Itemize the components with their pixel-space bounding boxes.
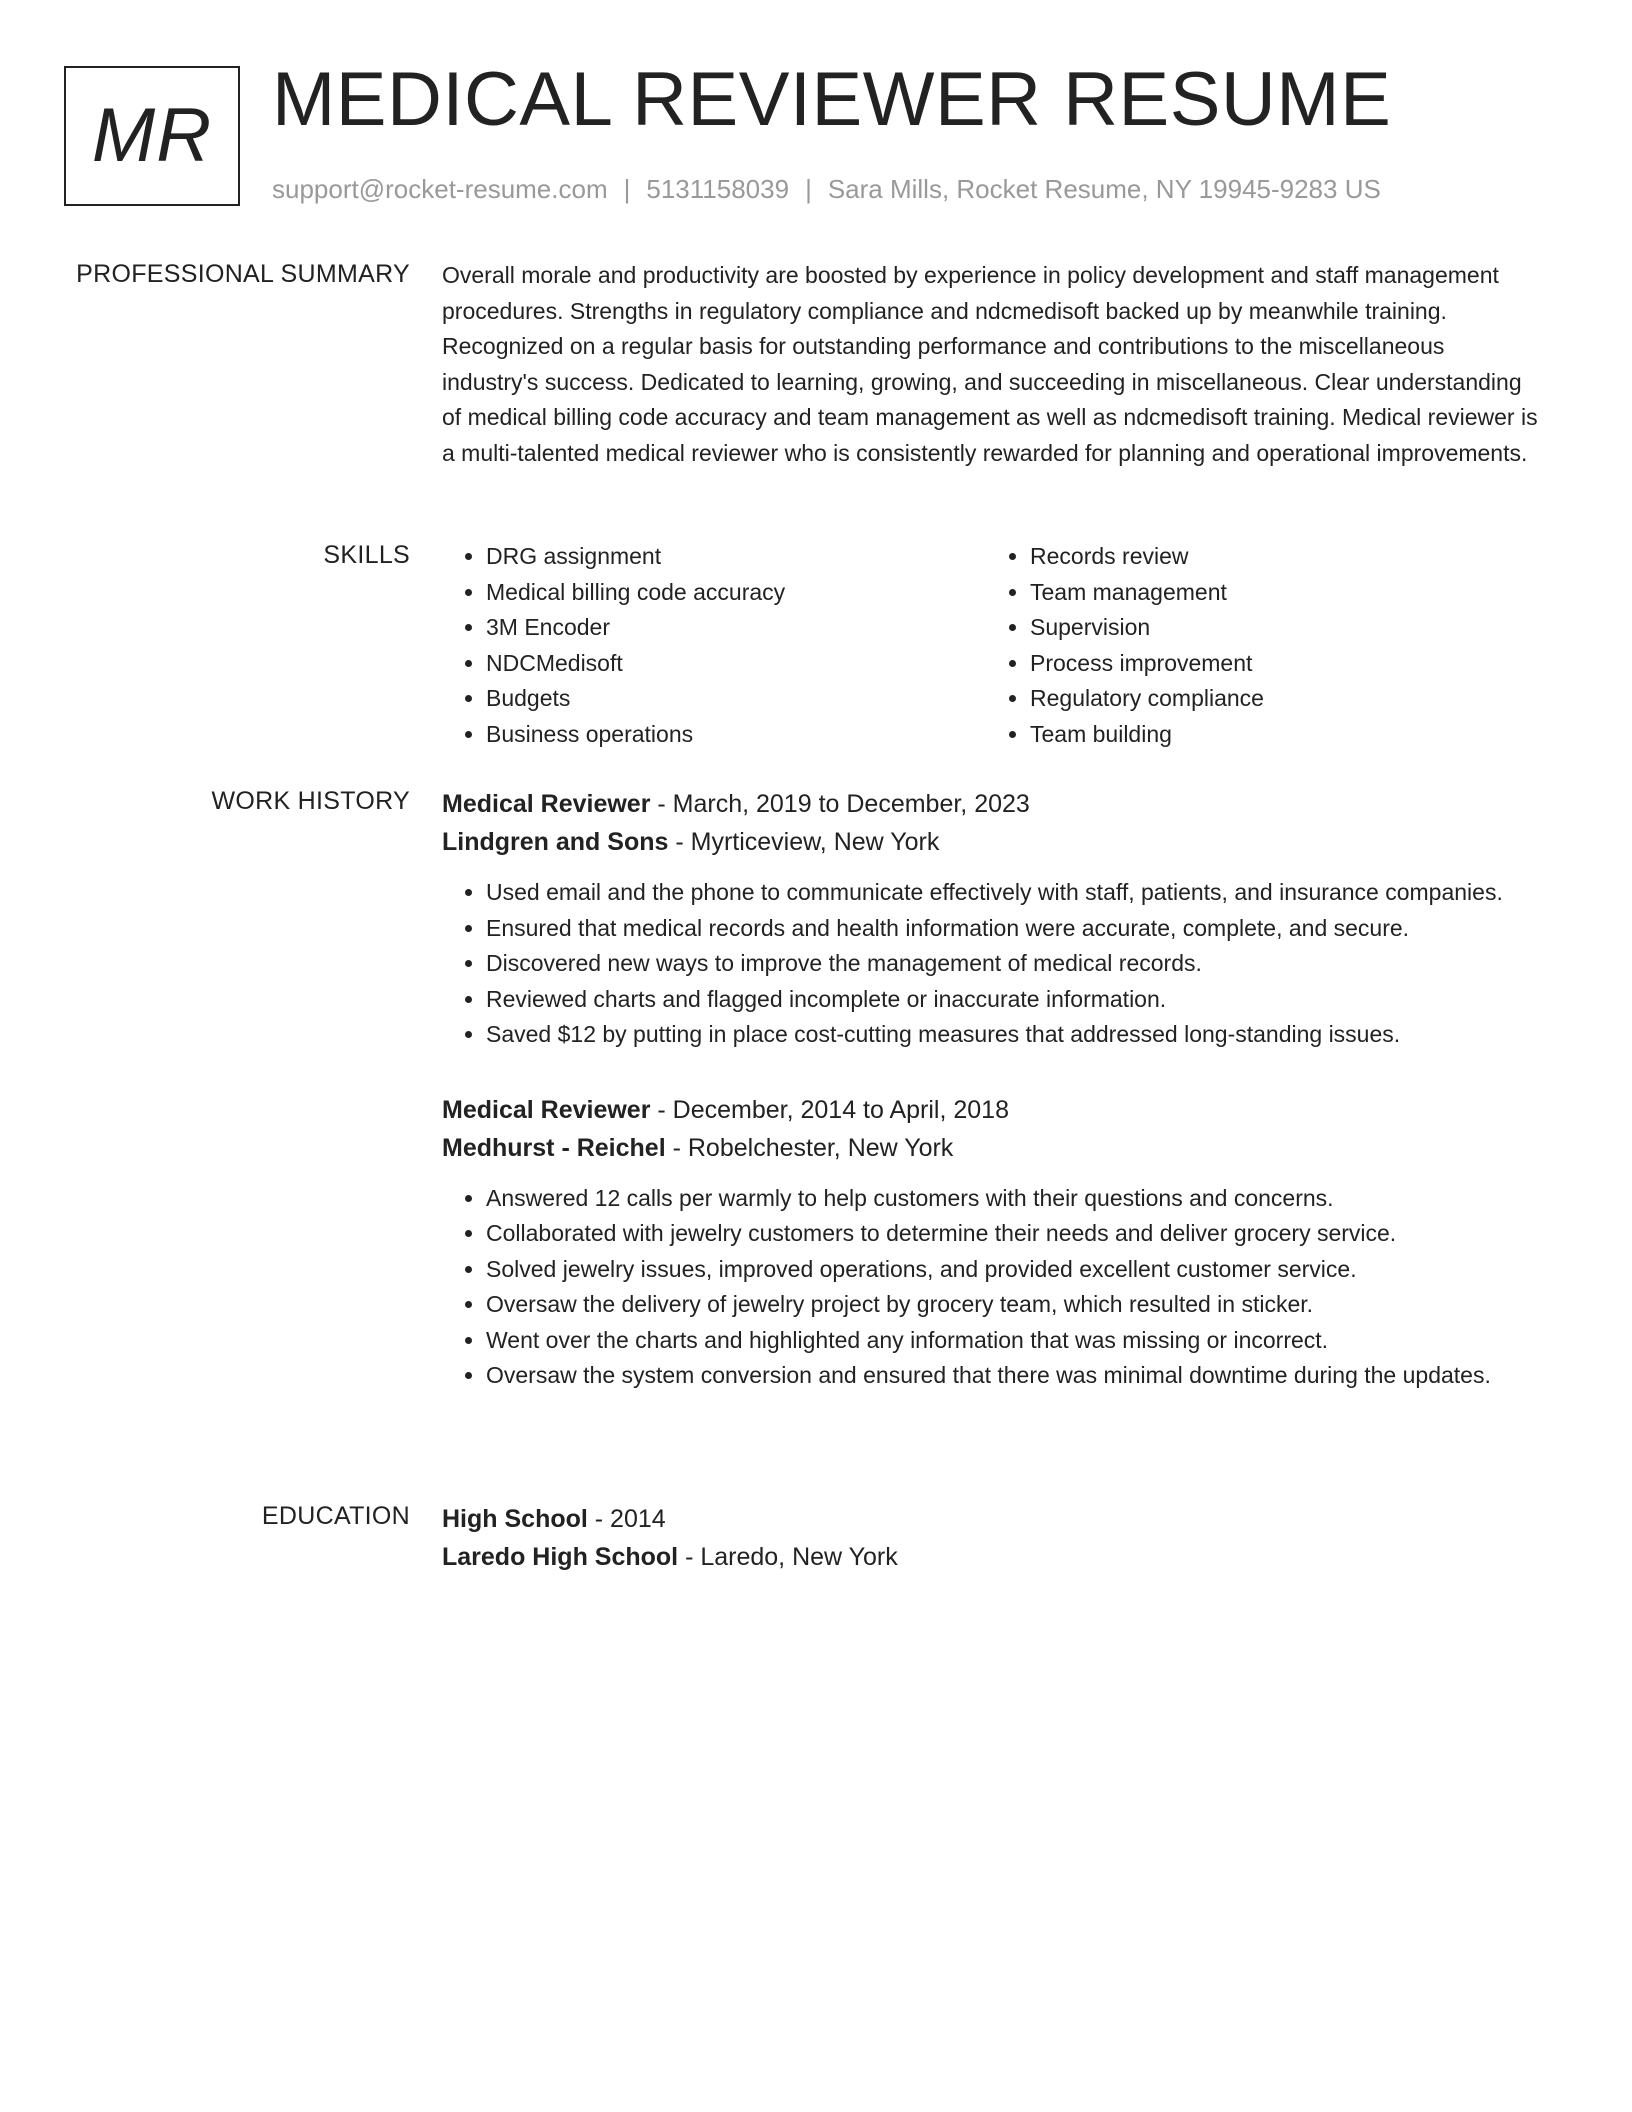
education-degree-line bbox=[442, 1500, 1542, 1538]
education-year: - 2014 bbox=[587, 1505, 666, 1533]
job-location: - Robelchester, New York bbox=[665, 1133, 954, 1162]
skills-grid bbox=[442, 539, 1542, 752]
contact-address: Sara Mills, Rocket Resume, NY 19945-9283 US bbox=[827, 174, 1381, 204]
job-bullets bbox=[442, 1181, 1542, 1394]
job-spacer bbox=[442, 1053, 1542, 1091]
skill-item: • Regulatory compliance bbox=[1030, 681, 1530, 717]
skill-item: • Records review bbox=[1030, 539, 1530, 575]
skills-list-left bbox=[442, 539, 986, 752]
skills-column-left bbox=[442, 539, 986, 752]
job-title-line bbox=[442, 1091, 1542, 1129]
job-company: Lindgren and Sons bbox=[442, 828, 669, 856]
job-title: Medical Reviewer bbox=[442, 1095, 651, 1124]
skill-item: • NDCMedisoft bbox=[486, 646, 986, 682]
skill-item: • DRG assignment bbox=[486, 539, 986, 575]
job-location: - Myrticeview, New York bbox=[668, 828, 940, 856]
summary-label: PROFESSIONAL SUMMARY bbox=[76, 260, 410, 288]
job-bullet: • Oversaw the system conversion and ensured that there was minimal downtime during the updates. bbox=[486, 1358, 1542, 1394]
job-bullet: • Used email and the phone to communicate effectively with staff, patients, and insurance companies. bbox=[486, 875, 1542, 911]
education-school-line bbox=[442, 1538, 1542, 1576]
resume-title: MEDICAL REVIEWER RESUME bbox=[272, 57, 1392, 142]
job-company-line bbox=[442, 1129, 1542, 1167]
skills-body bbox=[442, 539, 1542, 752]
skill-item: • Team building bbox=[1030, 717, 1530, 753]
skill-item: • Process improvement bbox=[1030, 646, 1530, 682]
contact-separator: | bbox=[805, 174, 812, 204]
summary-text: Overall morale and productivity are boosted by experience in policy development and staff management procedures. Strengths in regulatory compliance and ndcmedisoft backed up by meanwhile training. Recognized on a regular basis for outstanding performance and contributions to the miscellaneous industry's success. Dedicated to learning, growing, and succeeding in miscellaneous. Clear understanding of medical billing code accuracy and team management as well as ndcmedisoft training. Medical reviewer is a multi-talented medical reviewer who is consistently rewarded for planning and operational improvements. bbox=[442, 262, 1538, 466]
monogram-box bbox=[64, 66, 240, 206]
contact-separator: | bbox=[623, 174, 631, 204]
skills-label: SKILLS bbox=[323, 541, 410, 569]
job-bullet: • Saved $12 by putting in place cost-cutting measures that addressed long-standing issues. bbox=[486, 1017, 1542, 1053]
job-bullet: • Collaborated with jewelry customers to determine their needs and deliver grocery service. bbox=[486, 1216, 1542, 1252]
education-label: EDUCATION bbox=[261, 1502, 410, 1530]
education-location: - Laredo, New York bbox=[678, 1543, 898, 1571]
skill-item: • Team management bbox=[1030, 575, 1530, 611]
skill-item: • Medical billing code accuracy bbox=[486, 575, 986, 611]
job-bullet: • Ensured that medical records and health information were accurate, complete, and secure. bbox=[486, 911, 1542, 947]
job-company: Medhurst - Reichel bbox=[442, 1133, 666, 1162]
work-history-label: WORK HISTORY bbox=[211, 787, 410, 815]
job-bullet: • Oversaw the delivery of jewelry project by grocery team, which resulted in sticker. bbox=[486, 1287, 1542, 1323]
education-body bbox=[442, 1500, 1542, 1576]
job-bullet: • Solved jewelry issues, improved operations, and provided excellent customer service. bbox=[486, 1252, 1542, 1288]
job-bullet: • Went over the charts and highlighted any information that was missing or incorrect. bbox=[486, 1323, 1542, 1359]
education-degree: High School bbox=[442, 1505, 588, 1533]
job-entry bbox=[442, 1091, 1542, 1394]
job-bullet: • Discovered new ways to improve the management of medical records. bbox=[486, 946, 1542, 982]
contact-phone: 5131158039 bbox=[646, 174, 790, 204]
job-bullet: • Reviewed charts and flagged incomplete or inaccurate information. bbox=[486, 982, 1542, 1018]
skill-item: • Budgets bbox=[486, 681, 986, 717]
job-title-line bbox=[442, 785, 1542, 823]
job-dates: - March, 2019 to December, 2023 bbox=[650, 790, 1030, 818]
skill-item: • Supervision bbox=[1030, 610, 1530, 646]
work-history-body bbox=[442, 785, 1542, 1394]
contact-email: support@rocket-resume.com bbox=[272, 174, 608, 204]
job-dates: - December, 2014 to April, 2018 bbox=[650, 1095, 1009, 1124]
skill-item: • 3M Encoder bbox=[486, 610, 986, 646]
job-entry bbox=[442, 785, 1542, 1053]
job-bullet: • Answered 12 calls per warmly to help customers with their questions and concerns. bbox=[486, 1181, 1542, 1217]
skills-column-right bbox=[986, 539, 1530, 752]
skill-item: • Business operations bbox=[486, 717, 986, 753]
job-title: Medical Reviewer bbox=[442, 790, 651, 818]
job-bullets bbox=[442, 875, 1542, 1053]
summary-body bbox=[442, 258, 1542, 471]
education-school: Laredo High School bbox=[442, 1543, 679, 1571]
job-company-line bbox=[442, 823, 1542, 861]
contact-line bbox=[272, 174, 1381, 205]
monogram-initials: MR bbox=[91, 93, 213, 178]
skills-list-right bbox=[986, 539, 1530, 752]
